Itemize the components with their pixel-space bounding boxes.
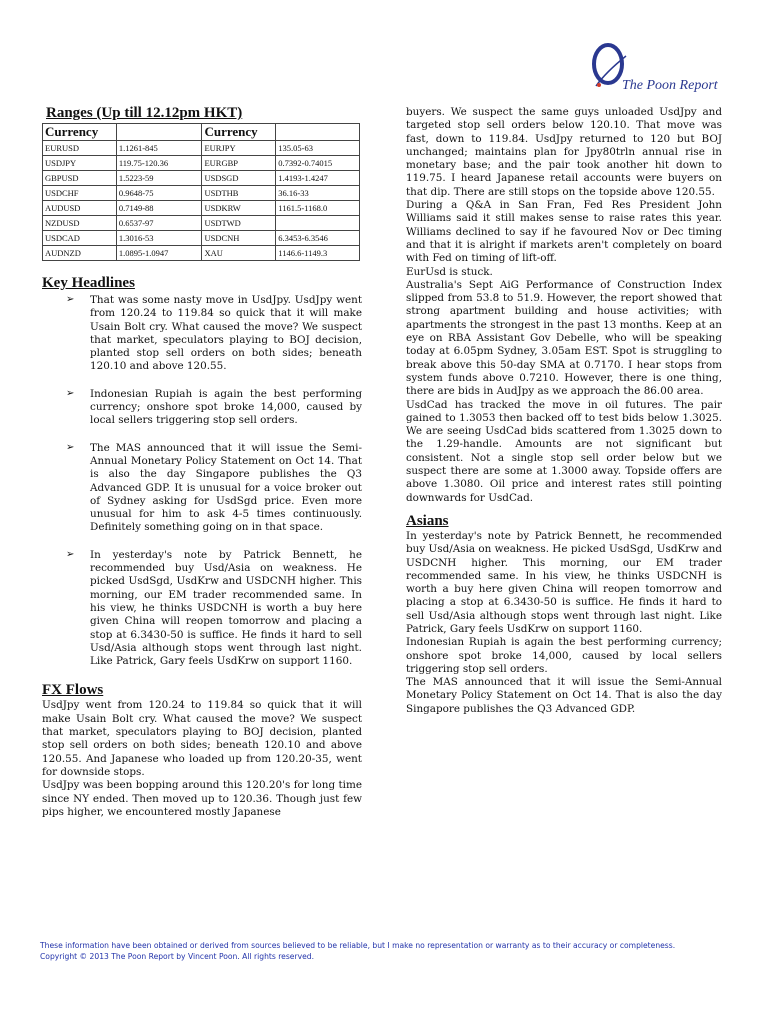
left-column: [42, 105, 362, 819]
asians-title: Asians: [406, 512, 449, 529]
pair-cell: AUDUSD: [43, 201, 117, 216]
list-item: [42, 294, 362, 374]
flows-continued-paragraph: buyers. We suspect the same guys unloaded UsdJpy and targeted stop sell orders below 120.10. That move was fast, down to 119.84. UsdJpy returned to 120 but BOJ unchanged; maintains plan for Jpy80trln annual rise in monetary base; and the pair took another hit down to 119.75. I heard Japanese retail accounts were buyers on that dip. There are still stops on the topside above 120.55.: [406, 106, 722, 198]
range-cell: [276, 216, 360, 231]
pair-cell: GBPUSD: [43, 171, 117, 186]
range-cell: 0.6537-97: [116, 216, 202, 231]
logo-text: The Poon Report: [622, 78, 718, 93]
pair-cell: USDCNH: [202, 231, 276, 246]
eurusd-paragraph: EurUsd is stuck.: [406, 265, 493, 278]
list-item: [42, 442, 362, 535]
headline-text: The MAS announced that it will issue the Semi-Annual Monetary Policy Statement on Oct 14. That is also the day Singapore publishes the Q3 Advanced GDP. It is unusual for a voice broker out of Sydney asking for UsdSgd price. Even more unusual for him to ask 4-5 times continuously. Definitely something going on in that space.: [90, 441, 362, 534]
arrow-bullet-icon: ➢: [66, 294, 75, 305]
range-cell: 119.75-120.36: [116, 156, 202, 171]
pair-cell: EURUSD: [43, 141, 117, 156]
range-cell: 1161.5-1168.0: [276, 201, 360, 216]
right-column: [406, 106, 722, 716]
pair-cell: USDTHB: [202, 186, 276, 201]
range-cell: 0.7392-0.74015: [276, 156, 360, 171]
australia-paragraph: Australia's Sept AiG Performance of Construction Index slipped from 53.8 to 51.9. However, the report showed that strong apartment building and house activities; with apartments the strongest in the past 13 months. Keep at an eye on RBA Assistant Gov Debelle, who will be speaking today at 6.05pm Sydney, 3.05am EST. Spot is struggling to break above this 50-day SMA at 0.7170. I hear stops from system funds above 0.7210. However, there is one thing, there are bids in AudJpy as we approach the 86.00 area.: [406, 278, 722, 398]
range-cell: 6.3453-6.3546: [276, 231, 360, 246]
range-cell: 1.4193-1.4247: [276, 171, 360, 186]
pair-cell: USDCHF: [43, 186, 117, 201]
table-row: [43, 201, 360, 216]
range-cell: 1146.6-1149.3: [276, 246, 360, 261]
key-headlines-list: [42, 294, 362, 668]
logo: [582, 42, 742, 112]
pair-cell: USDTWD: [202, 216, 276, 231]
disclaimer-text: These information have been obtained or derived from sources believed to be reliable, but I make no representation or warranty as to their accuracy or completeness.: [40, 941, 676, 950]
header-range-2: [276, 124, 360, 141]
table-row: [43, 231, 360, 246]
table-row: [43, 141, 360, 156]
pair-cell: USDJPY: [43, 156, 117, 171]
header-currency-2: Currency: [202, 124, 276, 141]
fx-flows-paragraph: UsdJpy was been bopping around this 120.20's for long time since NY ended. Then moved up to 120.36. Though just few pips higher, we encountered mostly Japanese: [42, 779, 362, 818]
table-row: [43, 156, 360, 171]
ranges-table: [42, 123, 360, 261]
range-cell: 36.16-33: [276, 186, 360, 201]
table-row: [43, 246, 360, 261]
headline-text: In yesterday's note by Patrick Bennett, he recommended buy Usd/Asia on weakness. He picked UsdSgd, UsdKrw and USDCNH higher. This morning, our EM trader recommended same. In his view, he thinks USDCNH is worth a buy here given China will reopen tomorrow and placing a stop at 6.3430-50 is suffice. He finds it hard to sell Usd/Asia although stops went through last night. Like Patrick, Gary feels UsdKrw on support 1160.: [90, 548, 362, 668]
range-cell: 1.0895-1.0947: [116, 246, 202, 261]
copyright-text: Copyright © 2013 The Poon Report by Vincent Poon. All rights reserved.: [40, 951, 315, 961]
headline-text: Indonesian Rupiah is again the best performing currency; onshore spot broke 14,000, caused by local sellers triggering stop sell orders.: [90, 387, 362, 427]
pair-cell: EURJPY: [202, 141, 276, 156]
table-row: [43, 216, 360, 231]
arrow-bullet-icon: ➢: [66, 387, 75, 399]
pair-cell: NZDUSD: [43, 216, 117, 231]
key-headlines-title: Key Headlines: [42, 275, 135, 291]
footer: [40, 941, 740, 962]
pair-cell: USDCAD: [43, 231, 117, 246]
pair-cell: AUDNZD: [43, 246, 117, 261]
fx-flows-title: FX Flows: [42, 682, 104, 699]
header-range-1: [116, 124, 202, 141]
arrow-bullet-icon: ➢: [66, 441, 75, 453]
asians-paragraph: Indonesian Rupiah is again the best performing currency; onshore spot broke 14,000, caused by local sellers triggering stop sell orders.: [406, 636, 722, 675]
range-cell: 1.1261-845: [116, 141, 202, 156]
range-cell: 0.7149-88: [116, 201, 202, 216]
arrow-bullet-icon: ➢: [66, 548, 75, 560]
list-item: [42, 549, 362, 669]
range-cell: 135.05-63: [276, 141, 360, 156]
pair-cell: USDSGD: [202, 171, 276, 186]
table-row: [43, 171, 360, 186]
asians-paragraph: In yesterday's note by Patrick Bennett, he recommended buy Usd/Asia on weakness. He picked UsdSgd, UsdKrw and USDCNH higher. This morning, our EM trader recommended same. In his view, he thinks USDCNH is worth a buy here given China will reopen tomorrow and placing a stop at 6.3430-50 is suffice. He finds it hard to sell Usd/Asia although stops went through last night. Like Patrick, Gary feels UsdKrw on support 1160.: [406, 529, 722, 635]
fed-paragraph: During a Q&A in San Fran, Fed Res President John Williams said it still makes sense to raise rates this year. Williams declined to say if he favoured Nov or Dec timing and that it is alright if markets aren't completely on board with Fed on timing of lift-off.: [406, 199, 722, 265]
ranges-title: Ranges (Up till 12.12pm HKT): [46, 105, 243, 121]
range-cell: 1.5223-59: [116, 171, 202, 186]
pair-cell: USDKRW: [202, 201, 276, 216]
asians-paragraph: The MAS announced that it will issue the Semi-Annual Monetary Policy Statement on Oct 14. That is also the day Singapore publishes the Q3 Advanced GDP.: [406, 676, 722, 715]
range-cell: 1.3016-53: [116, 231, 202, 246]
headline-text: That was some nasty move in UsdJpy. UsdJpy went from 120.24 to 119.84 so quick that it will make Usain Bolt cry. What caused the move? We suspect that market, speculators playing to BOJ decision, planted stop sell orders on both sides; beneath 120.10 and above 120.55.: [90, 294, 362, 373]
fx-flows-paragraph: UsdJpy went from 120.24 to 119.84 so quick that it will make Usain Bolt cry. What caused the move? We suspect that market, speculators playing to BOJ decision, planted stop sell orders on both sides; beneath 120.10 and above 120.55. And Japanese who loaded up from 120.20-35, went for downside stops.: [42, 699, 362, 778]
header-currency-1: Currency: [43, 124, 117, 141]
table-row: [43, 186, 360, 201]
pair-cell: EURGBP: [202, 156, 276, 171]
pair-cell: XAU: [202, 246, 276, 261]
ranges-header-row: [43, 124, 360, 141]
range-cell: 0.9648-75: [116, 186, 202, 201]
list-item: [42, 388, 362, 428]
usdcad-paragraph: UsdCad has tracked the move in oil futures. The pair gained to 1.3053 then backed off to test bids below 1.3025. We are seeing UsdCad bids scattered from 1.3025 down to the 1.29-handle. Amounts are not significant but consistent. Not a single stop sell order below but we suspect there are some at 1.3000 away. Topside offers are above 1.3080. Oil price and interest rates still pointing downwards for UsdCad.: [406, 398, 722, 504]
